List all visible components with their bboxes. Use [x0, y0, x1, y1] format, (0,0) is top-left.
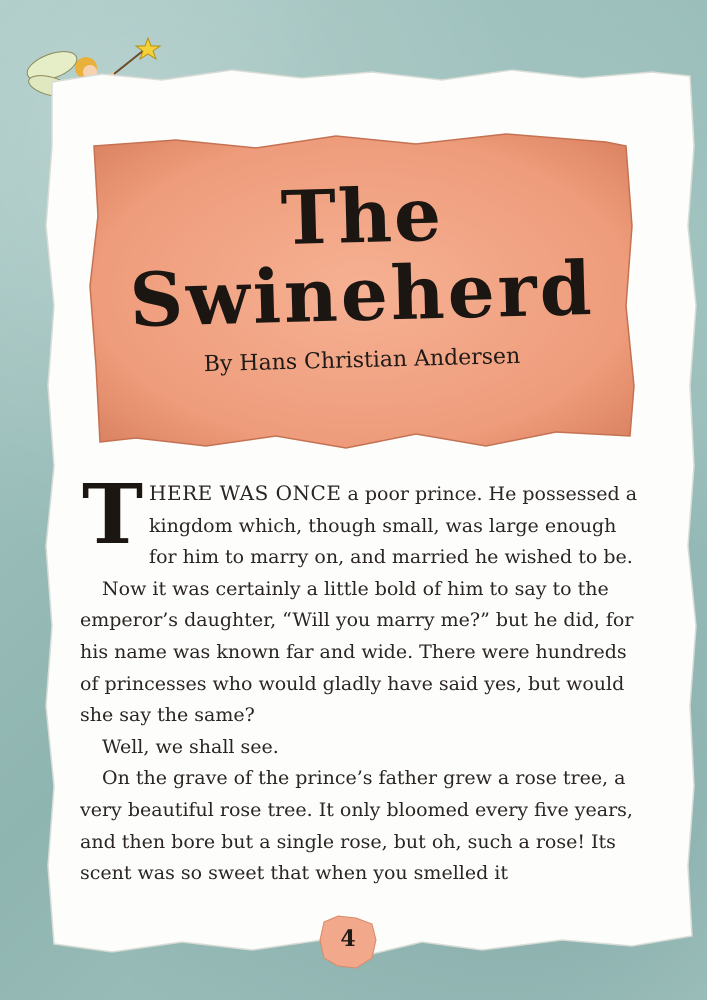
story-paragraph-2: Now it was certainly a little bold of him to say to the emperor’s daughter, “Will you marry me?” but he did, for his name was known far and wide. There were hundreds of princesses who would gladly have said yes, but would she say the same? — [80, 577, 634, 727]
story-paragraph-4: On the grave of the prince’s father grew a rose tree, a very beautiful rose tree. It only bloomed every five years, and then bore but a single rose, but oh, such a rose! Its scent was so sweet that when you smelled it — [80, 767, 633, 885]
page-title-line2: Swineherd — [128, 245, 596, 345]
story-paragraph-3: Well, we shall see. — [102, 735, 279, 758]
story-paragraph-1 — [80, 467, 640, 574]
title-card — [86, 116, 638, 456]
author-byline: By Hans Christian Andersen — [203, 343, 521, 378]
paragraph-text: a poor prince. He possessed a kingdom which, though small, was large enough for him to marry on, and married he wished to be. — [149, 483, 638, 569]
page-number-badge — [316, 912, 380, 972]
drop-cap: T — [82, 467, 144, 563]
page-title-line1: The — [279, 171, 445, 263]
page-number: 4 — [340, 926, 356, 952]
story-body — [80, 467, 640, 890]
opening-small-caps: HERE WAS ONCE — [149, 481, 342, 505]
